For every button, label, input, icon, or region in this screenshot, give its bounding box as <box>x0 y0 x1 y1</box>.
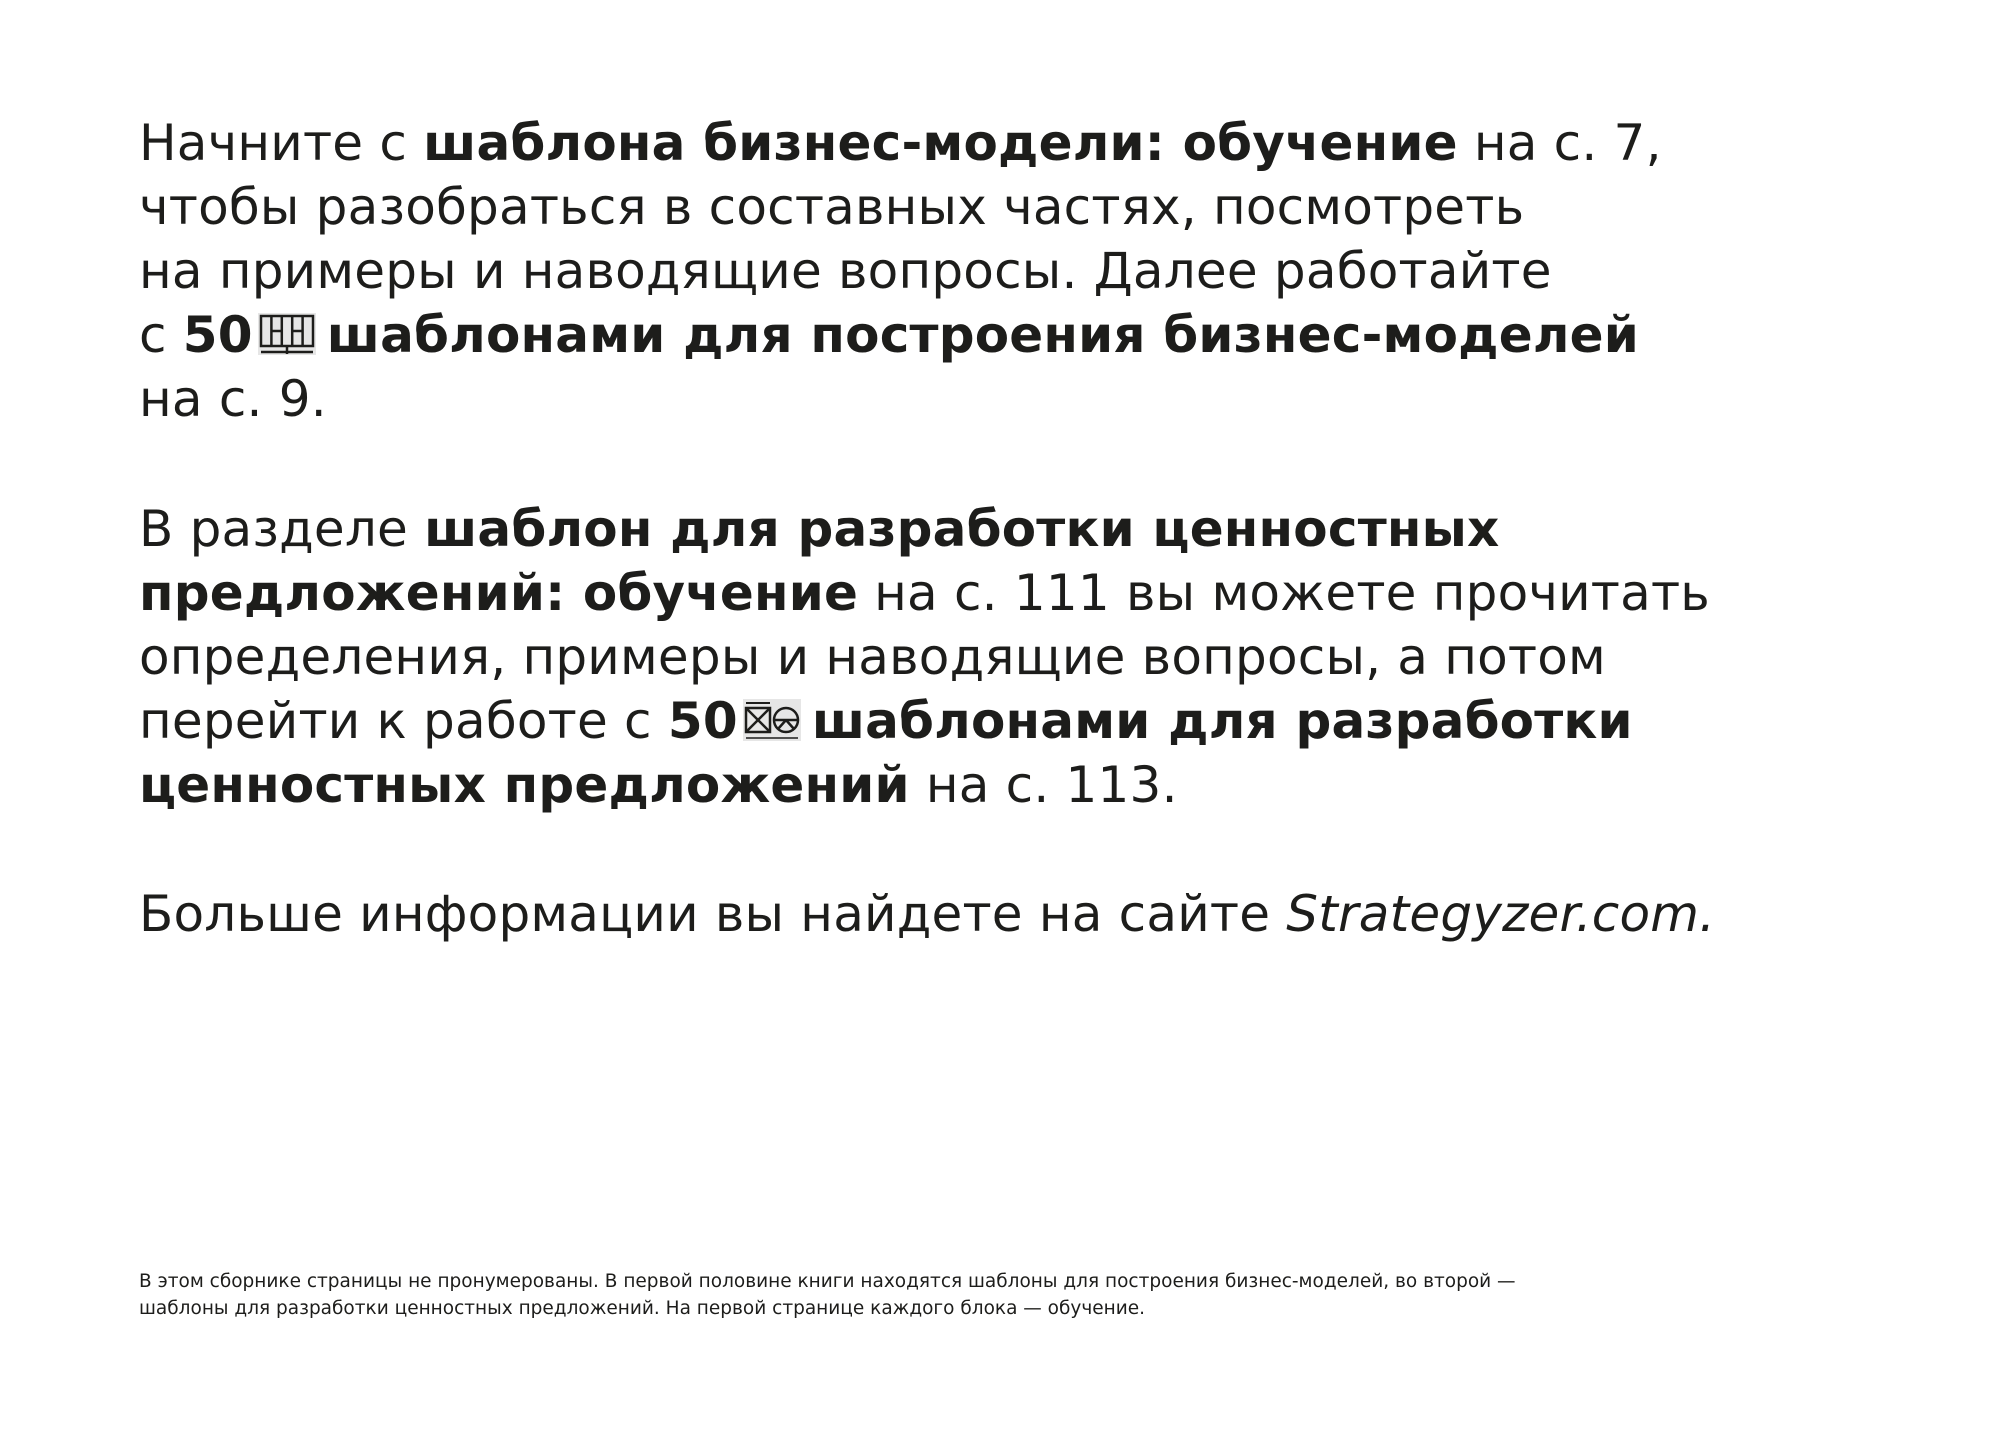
text-line <box>139 882 1889 946</box>
text-line: чтобы разобраться в составных частях, посмотреть <box>139 178 1525 236</box>
text-line <box>139 303 1889 367</box>
intro-paragraph-business-model <box>139 111 1889 431</box>
more-info-paragraph <box>139 882 1889 946</box>
footnote-line: шаблоны для разработки ценностных предложений. На первой странице каждого блока — обучение. <box>139 1298 1146 1319</box>
text-run: на с. 7, <box>1457 114 1662 172</box>
text-run: В разделе <box>139 500 425 558</box>
text-line <box>139 689 1889 753</box>
text-line <box>139 497 1889 561</box>
bold-run: шаблон для разработки ценностных <box>424 500 1500 558</box>
text-run: с <box>139 306 183 364</box>
text-line: на примеры и наводящие вопросы. Далее работайте <box>139 242 1552 300</box>
text-line: на с. 9. <box>139 370 327 428</box>
text-line <box>139 111 1889 175</box>
text-line <box>139 753 1889 817</box>
text-run: перейти к работе с <box>139 692 668 750</box>
bold-run: предложений: обучение <box>139 564 859 622</box>
footnote-line: В этом сборнике страницы не пронумерованы. В первой половине книги находятся шаблоны для построения бизнес-моделей, во второй — <box>139 1271 1516 1292</box>
text-line <box>139 561 1889 625</box>
website-name: Strategyzer.com. <box>1286 885 1716 943</box>
text-run: Больше информации вы найдете на сайте <box>139 885 1287 943</box>
bold-run: 50 <box>182 306 253 364</box>
text-run: на с. 113. <box>909 756 1178 814</box>
intro-paragraph-value-proposition <box>139 497 1889 817</box>
business-model-canvas-icon <box>257 312 317 356</box>
footnote <box>139 1268 1889 1322</box>
text-run: Начните с <box>139 114 424 172</box>
bold-run: ценностных предложений <box>139 756 910 814</box>
bold-run: 50 <box>667 692 738 750</box>
bold-run: шаблона бизнес-модели: обучение <box>423 114 1458 172</box>
bold-run: шаблонами для построения бизнес-моделей <box>326 306 1640 364</box>
value-proposition-canvas-icon <box>742 698 802 742</box>
bold-run: шаблонами для разработки <box>811 692 1633 750</box>
text-run: на с. 111 вы можете прочитать <box>858 564 1710 622</box>
text-line: определения, примеры и наводящие вопросы, а потом <box>139 628 1606 686</box>
